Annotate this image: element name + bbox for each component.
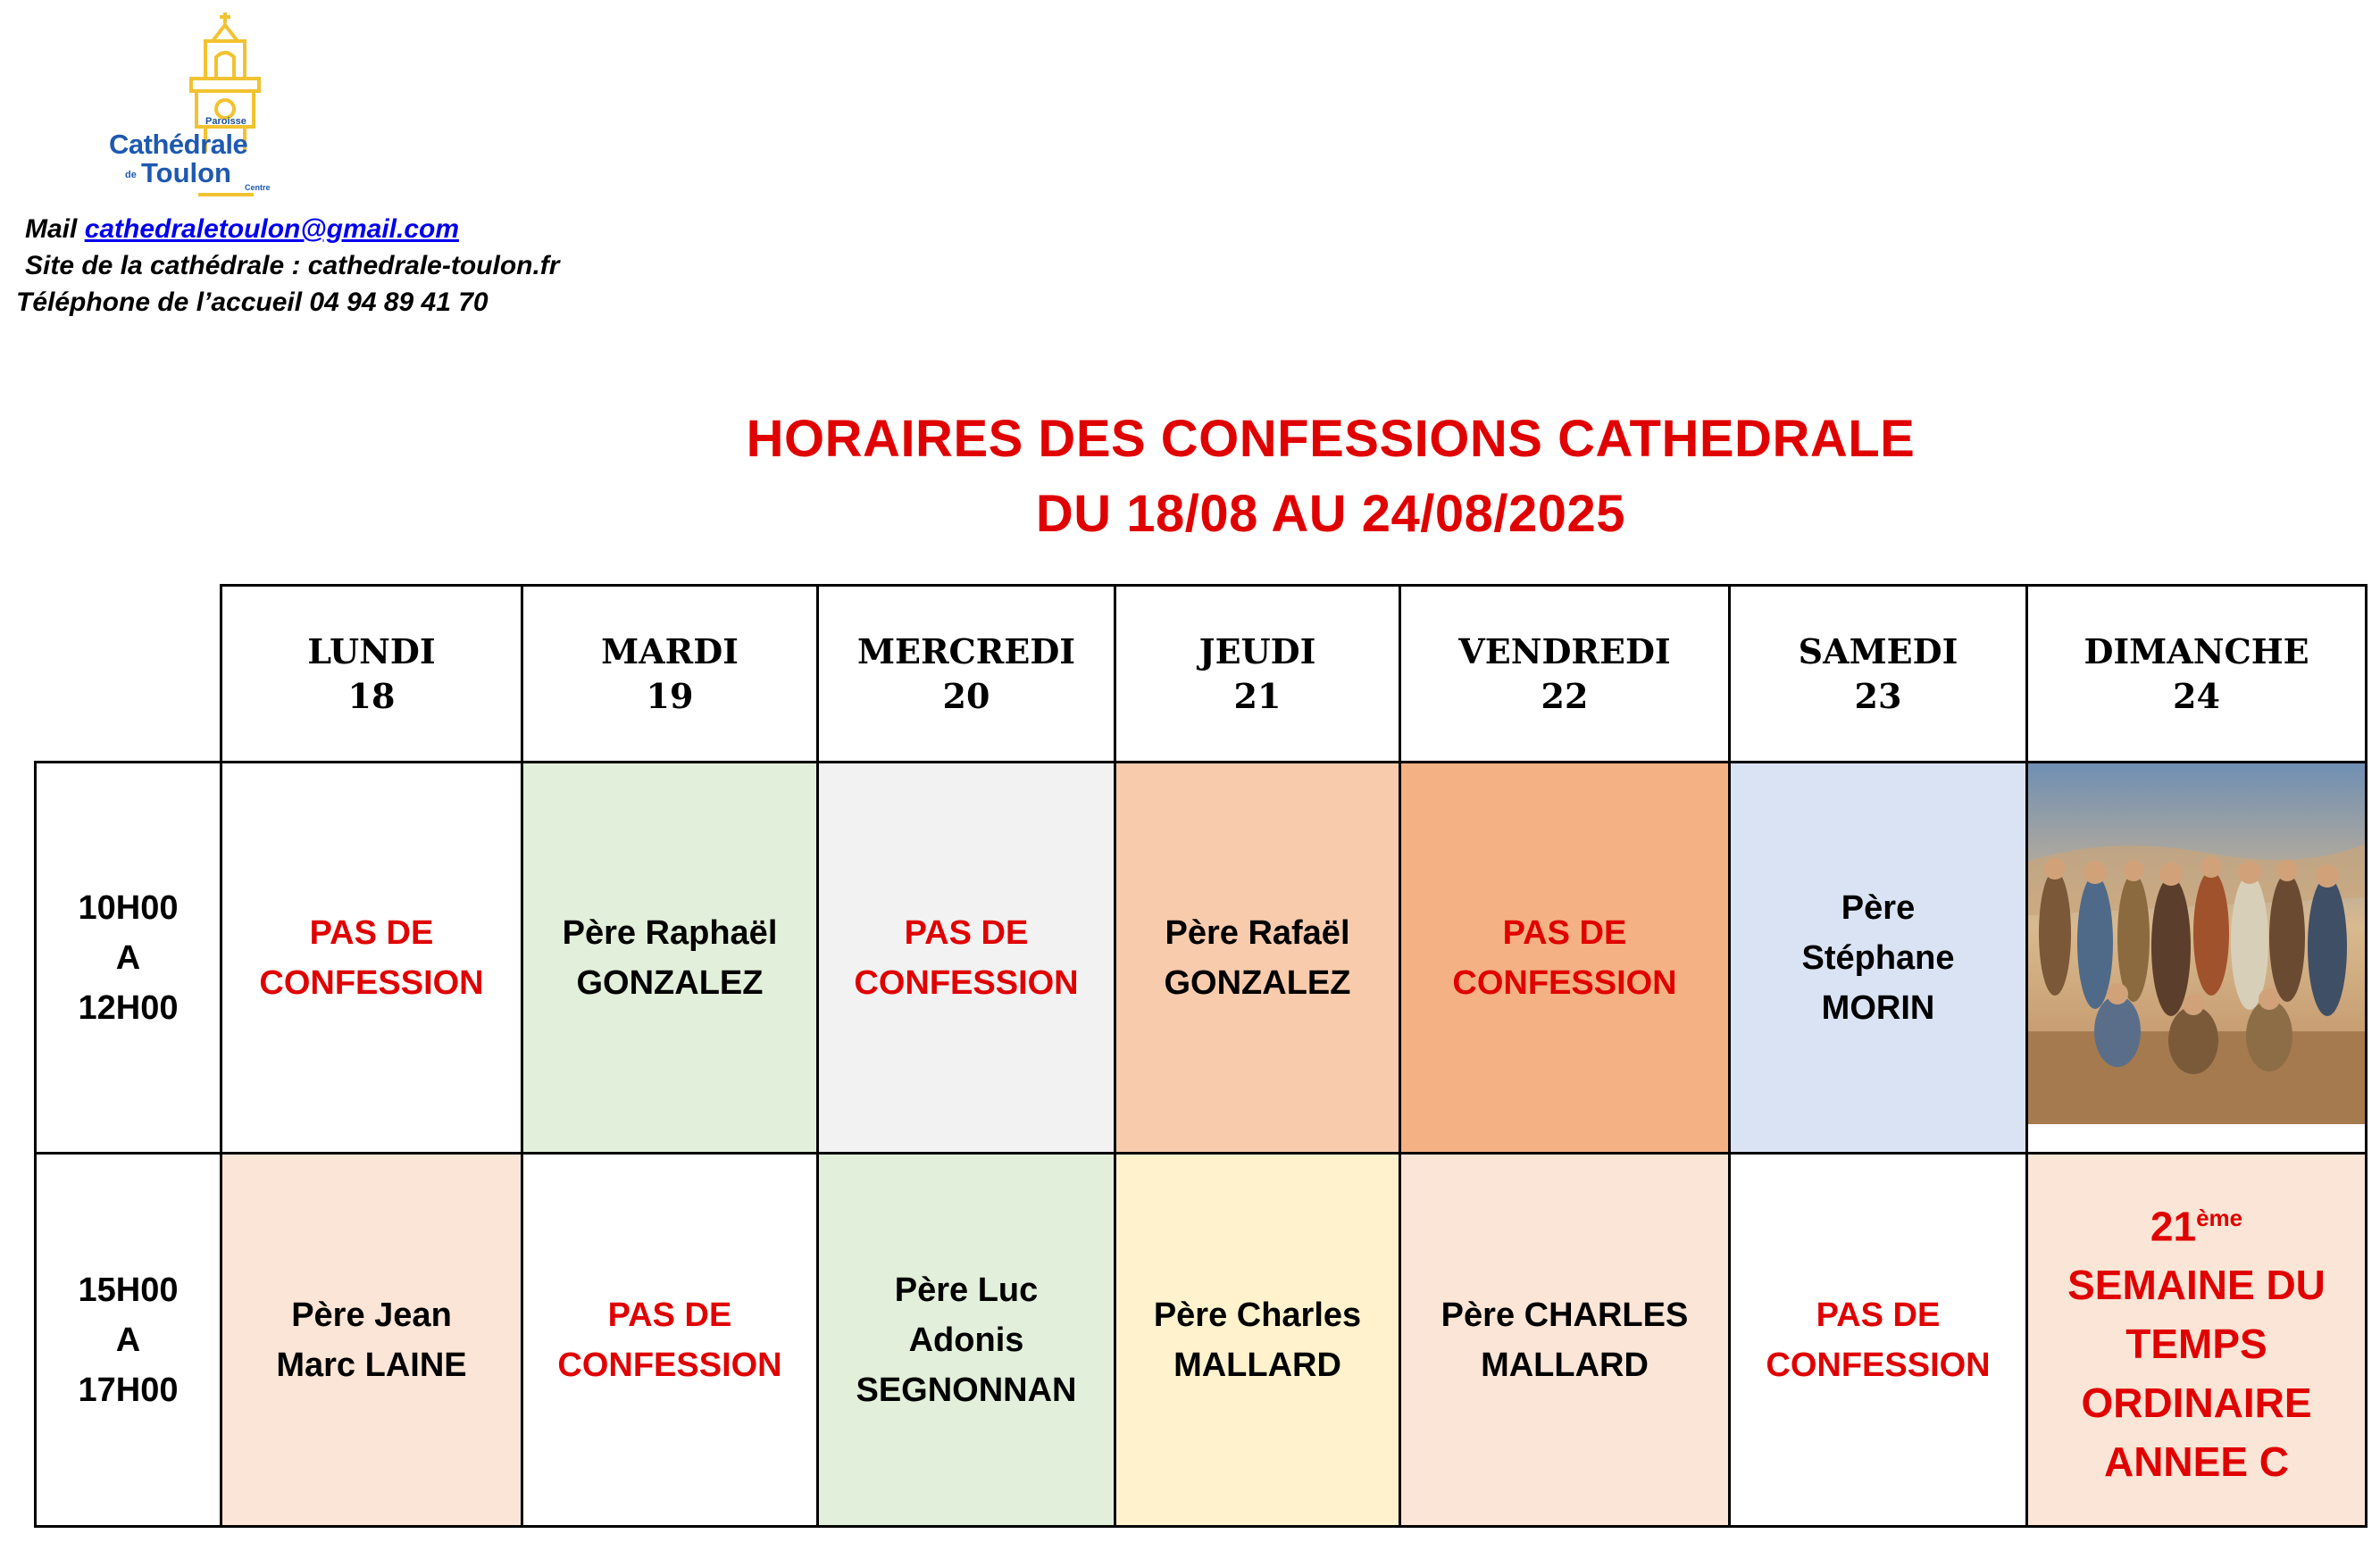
parish-logo (98, 9, 271, 205)
cell-text-line: Père CHARLES (1441, 1296, 1689, 1334)
day-header-lundi (220, 584, 523, 763)
day-number: 24 (2173, 675, 2220, 716)
cell-text-line: Père (1841, 888, 1916, 927)
apostles-painting-image (2028, 763, 2365, 1124)
logo-cathedrale-text: Cathédrale (109, 129, 248, 160)
day-header-mardi (521, 584, 819, 763)
cell-text-line: PAS DE (309, 913, 434, 952)
day-name: VENDREDI (1458, 630, 1671, 671)
time-start: 10H00 (78, 888, 179, 927)
cell-text-line: PAS DE (1502, 913, 1627, 952)
time-separator: A (115, 1321, 141, 1359)
time-start: 15H00 (78, 1271, 179, 1309)
day-number: 23 (1854, 675, 1902, 716)
morning-cell-lundi (220, 761, 523, 1155)
contact-site: Site de la cathédrale : cathedrale-toulon.fr (25, 251, 560, 280)
cell-text-line: Père Raphaël (562, 913, 778, 952)
cell-text-line: PAS DE (904, 913, 1029, 952)
day-number: 18 (347, 675, 396, 716)
time-end: 17H00 (78, 1371, 179, 1409)
week-ordinal (2150, 1188, 2242, 1255)
page-subtitle: DU 18/08 AU 24/08/2025 (1035, 485, 1626, 543)
day-header-jeudi (1114, 584, 1401, 763)
cell-text-line: Père Charles (1153, 1296, 1362, 1334)
morning-cell-mardi (521, 761, 819, 1155)
cell-text-line: Père Rafaël (1165, 913, 1350, 952)
day-number: 19 (646, 675, 694, 716)
day-header-vendredi (1399, 584, 1731, 763)
morning-cell-vendredi (1399, 761, 1731, 1155)
cell-text-line: Adonis (908, 1321, 1024, 1359)
cell-text-line: CONFESSION (557, 1346, 782, 1384)
week-ordinal-number: 21 (2150, 1203, 2197, 1250)
logo-de-text: de (125, 170, 137, 180)
afternoon-cell-mercredi (816, 1152, 1116, 1528)
liturgy-line: SEMAINE DU (2067, 1262, 2326, 1309)
morning-cell-dimanche (2025, 761, 2367, 1155)
cell-text-line: SEGNONNAN (856, 1371, 1077, 1409)
afternoon-cell-jeudi (1114, 1152, 1401, 1528)
day-name: SAMEDI (1798, 630, 1958, 671)
day-number: 21 (1233, 675, 1282, 716)
day-header-mercredi (816, 584, 1116, 763)
day-number: 20 (942, 675, 990, 716)
day-number: 22 (1541, 675, 1589, 716)
afternoon-cell-vendredi (1399, 1152, 1731, 1528)
cell-text-line: PAS DE (607, 1296, 732, 1334)
logo-centre-text: Centre (245, 183, 271, 192)
mail-label: Mail (25, 214, 85, 244)
logo-toulon-text: Toulon (141, 157, 231, 188)
week-ordinal-suffix: ème (2196, 1204, 2243, 1231)
cell-text-line: MALLARD (1173, 1346, 1341, 1384)
afternoon-cell-mardi (521, 1152, 819, 1528)
morning-cell-samedi (1728, 761, 2028, 1155)
day-name: DIMANCHE (2084, 630, 2309, 671)
logo-paroisse-text: Paroisse (205, 116, 246, 127)
cell-text-line: CONFESSION (259, 963, 484, 1002)
contact-phone: Téléphone de l’accueil 04 94 89 41 70 (16, 288, 489, 317)
time-end: 12H00 (78, 988, 179, 1027)
day-header-samedi (1728, 584, 2028, 763)
cell-text-line: MORIN (1821, 988, 1935, 1027)
cell-text-line: PAS DE (1816, 1296, 1941, 1334)
day-name: JEUDI (1198, 630, 1316, 671)
contact-mail (25, 214, 459, 245)
cell-text-line: Marc LAINE (276, 1346, 467, 1384)
cell-text-line: CONFESSION (1766, 1346, 1991, 1384)
day-header-dimanche (2025, 584, 2367, 763)
time-separator: A (115, 938, 141, 977)
mail-link[interactable]: cathedraletoulon@gmail.com (84, 214, 460, 244)
liturgy-line: ANNEE C (2103, 1438, 2290, 1486)
afternoon-cell-samedi (1728, 1152, 2028, 1528)
day-name: MERCREDI (856, 630, 1076, 671)
cell-text-line: Père Luc (894, 1271, 1039, 1309)
liturgy-line: TEMPS (2125, 1321, 2267, 1368)
cell-text-line: CONFESSION (1452, 963, 1677, 1002)
afternoon-cell-dimanche (2025, 1152, 2367, 1528)
time-slot-morning (34, 761, 222, 1155)
day-name: LUNDI (307, 630, 436, 671)
cell-text-line: Stéphane (1801, 938, 1955, 977)
cell-text-line: MALLARD (1481, 1346, 1649, 1384)
time-slot-afternoon (34, 1152, 222, 1528)
cell-text-line: GONZALEZ (576, 963, 764, 1002)
cell-text-line: Père Jean (291, 1296, 452, 1334)
afternoon-cell-lundi (220, 1152, 523, 1528)
liturgy-line: ORDINAIRE (2081, 1380, 2312, 1427)
cell-text-line: CONFESSION (854, 963, 1079, 1002)
cell-text-line: GONZALEZ (1164, 963, 1351, 1002)
morning-cell-mercredi (816, 761, 1116, 1155)
morning-cell-jeudi (1114, 761, 1401, 1155)
page-title: HORAIRES DES CONFESSIONS CATHEDRALE (746, 410, 1916, 468)
day-name: MARDI (601, 630, 739, 671)
